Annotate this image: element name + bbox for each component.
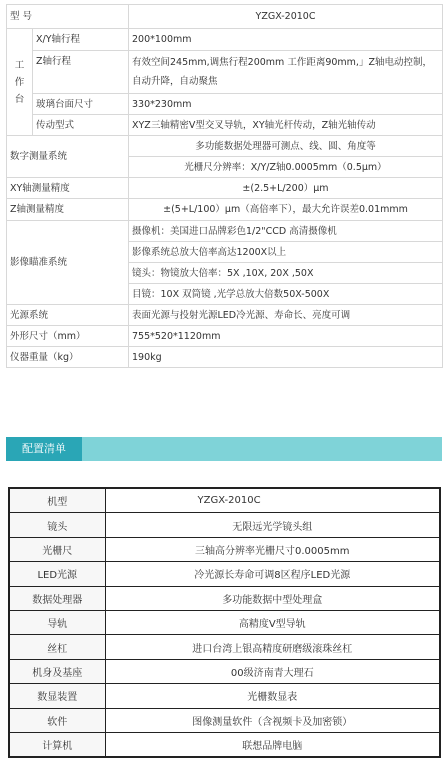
worktable-label-char: 作 <box>14 76 25 88</box>
z-travel-label: Z轴行程 <box>33 51 129 94</box>
config-value: 00级济南青大理石 <box>105 659 440 683</box>
z-accuracy-value: ±(5+L/100）μm（高倍率下），最大允许误差0.01mmm <box>129 199 443 221</box>
config-key: 数显装置 <box>9 684 105 708</box>
config-key: 镜头 <box>9 513 105 537</box>
spec-row-xy-accuracy <box>7 178 443 199</box>
config-key: 丝杠 <box>9 635 105 659</box>
z-travel-value: 有效空间245mm,调焦行程200mm 工作距离90mm,」Z轴电动控制，自动升降，自动聚焦 <box>129 51 443 94</box>
section-bar <box>6 437 442 461</box>
xy-accuracy-value: ±(2.5+L/200）μm <box>129 178 443 199</box>
z-accuracy-label: Z轴测量精度 <box>7 199 129 221</box>
data-system-value-2: 光栅尺分辨率：X/Y/Z轴0.0005mm（0.5μm） <box>129 157 443 178</box>
config-value: 高精度V型导轨 <box>105 610 440 634</box>
config-row <box>9 659 440 683</box>
imaging-value-3: 镜头：物镜放大倍率：5X ,10X, 20X ,50X <box>129 263 443 284</box>
spec-row-size <box>7 326 443 347</box>
config-row <box>9 708 440 732</box>
config-table <box>8 487 441 758</box>
spec-row-data-system-1 <box>7 136 443 157</box>
config-value: 图像测量软件（含视频卡及加密锁） <box>105 708 440 732</box>
config-row <box>9 537 440 561</box>
config-key: 机型 <box>9 488 105 513</box>
data-system-value-1: 多功能数据处理器可测点、线、圆、角度等 <box>129 136 443 157</box>
size-label: 外形尺寸（mm） <box>7 326 129 347</box>
drive-value: XYZ三轴精密V型交叉导轨，XY轴光杆传动，Z轴光轴传动 <box>129 115 443 136</box>
config-value: 三轴高分辨率光栅尺寸0.0005mm <box>105 537 440 561</box>
spec-row-glass-size <box>7 94 443 115</box>
config-row <box>9 684 440 708</box>
config-key: 光栅尺 <box>9 537 105 561</box>
config-key: 数据处理器 <box>9 586 105 610</box>
config-key: LED光源 <box>9 562 105 586</box>
imaging-value-2: 影像系统总放大倍率高达1200X以上 <box>129 242 443 263</box>
imaging-value-1: 摄像机：美国进口品牌彩色1/2"CCD 高清摄像机 <box>129 221 443 242</box>
config-row <box>9 513 440 537</box>
size-value: 755*520*1120mm <box>129 326 443 347</box>
glass-size-label: 玻璃台面尺寸 <box>33 94 129 115</box>
imaging-label: 影像瞄准系统 <box>7 221 129 305</box>
worktable-label-char: 台 <box>14 93 25 105</box>
config-row <box>9 635 440 659</box>
config-value: 多功能数据中型处理盒 <box>105 586 440 610</box>
config-value: 联想品牌电脑 <box>105 732 440 757</box>
glass-size-value: 330*230mm <box>129 94 443 115</box>
light-label: 光源系统 <box>7 305 129 326</box>
data-system-label: 数字测量系统 <box>7 136 129 178</box>
model-label: 型 号 <box>7 5 129 29</box>
config-value: 无限远光学镜头组 <box>105 513 440 537</box>
worktable-label <box>7 29 33 136</box>
section-title: 配置清单 <box>6 437 82 461</box>
worktable-label-char: 工 <box>14 59 25 71</box>
xy-travel-value: 200*100mm <box>129 29 443 51</box>
config-key: 软件 <box>9 708 105 732</box>
spec-row-weight <box>7 347 443 368</box>
config-value: 光栅数显表 <box>105 684 440 708</box>
spec-table <box>6 4 443 368</box>
spec-row-z-accuracy <box>7 199 443 221</box>
light-value: 表面光源与投射光源LED冷光源、寿命长、亮度可调 <box>129 305 443 326</box>
config-value: 进口台湾上银高精度研磨级滚珠丝杠 <box>105 635 440 659</box>
config-value: 冷光源长寿命可调8区程序LED光源 <box>105 562 440 586</box>
spec-row-model <box>7 5 443 29</box>
weight-label: 仪器重量（kg） <box>7 347 129 368</box>
spec-row-xy-travel <box>7 29 443 51</box>
drive-label: 传动型式 <box>33 115 129 136</box>
config-row <box>9 732 440 757</box>
spec-row-drive <box>7 115 443 136</box>
config-key: 计算机 <box>9 732 105 757</box>
config-header-row <box>9 488 440 513</box>
config-row <box>9 610 440 634</box>
spec-row-imaging-1 <box>7 221 443 242</box>
model-value: YZGX-2010C <box>129 5 443 29</box>
config-key: 导轨 <box>9 610 105 634</box>
config-row <box>9 586 440 610</box>
weight-value: 190kg <box>129 347 443 368</box>
config-row <box>9 562 440 586</box>
config-value: YZGX-2010C <box>105 488 440 513</box>
imaging-value-4: 目镜：10X 双筒镜 ,光学总放大倍数50X-500X <box>129 284 443 305</box>
spec-row-light <box>7 305 443 326</box>
config-key: 机身及基座 <box>9 659 105 683</box>
spec-row-z-travel <box>7 51 443 94</box>
xy-travel-label: X/Y轴行程 <box>33 29 129 51</box>
xy-accuracy-label: XY轴测量精度 <box>7 178 129 199</box>
